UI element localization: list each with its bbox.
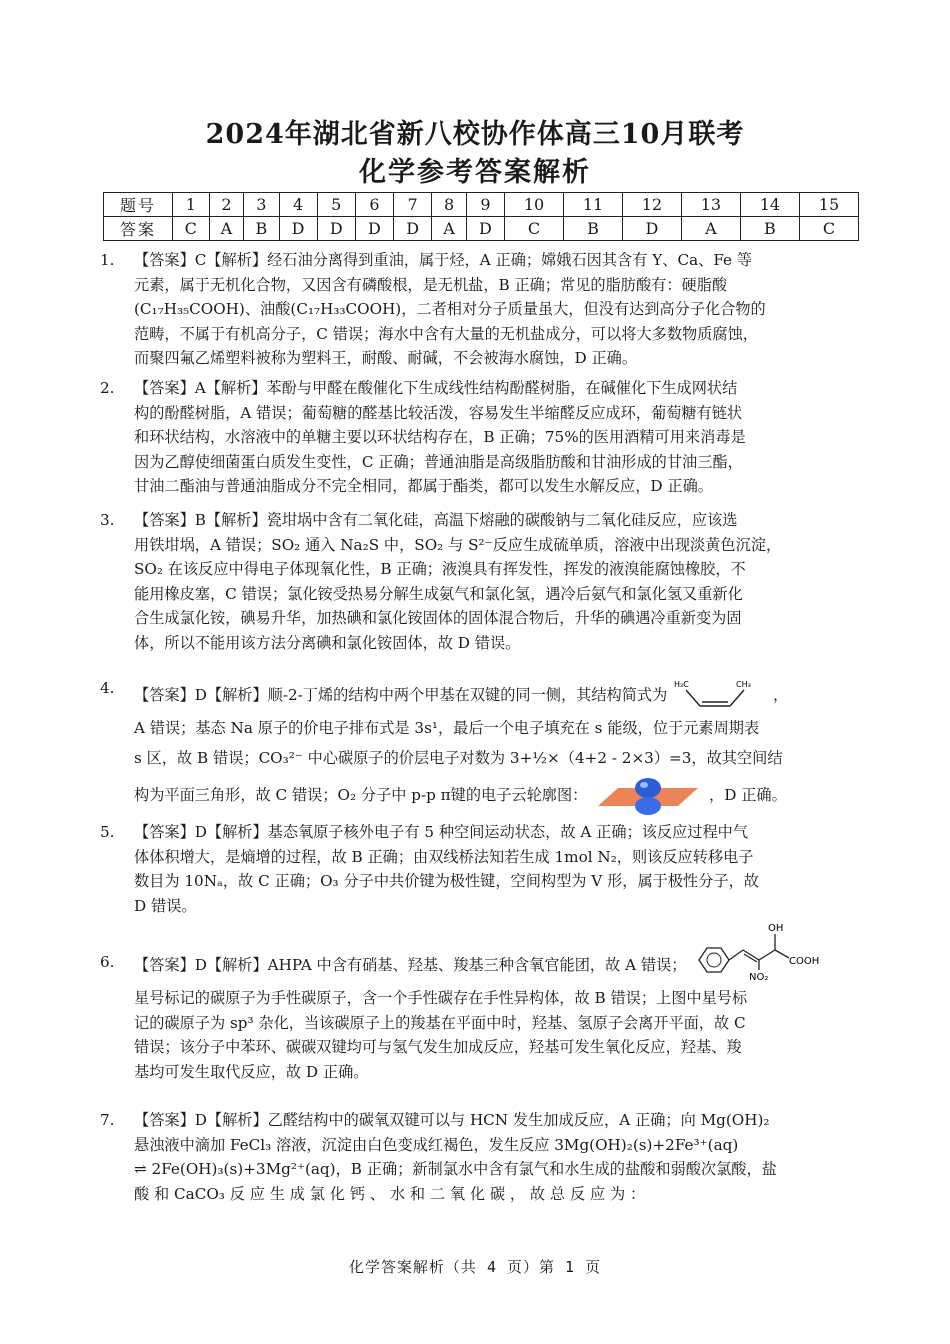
table-cell: D (355, 217, 393, 241)
text-line: 【答案】A【解析】苯酚与甲醛在酸催化下生成线性结构酚醛树脂，在碱催化下生成网状结 (134, 379, 738, 397)
text-line: 酸 和 CaCO₃ 反 应 生 成 氯 化 钙 、 水 和 二 氧 化 碳 ， 故 总 反 应 为 ： (134, 1184, 646, 1203)
table-cell: 15 (799, 193, 858, 217)
question-3 (100, 508, 860, 656)
table-cell: 9 (466, 193, 504, 217)
table-cell: C (173, 217, 210, 241)
text-line: A 错误；基态 Na 原子的价电子排布式是 3s¹，最后一个电子填充在 s 能级，位于元素周期表 (134, 719, 760, 737)
table-cell: 3 (244, 193, 279, 217)
text-line: 【答案】D【解析】顺-2-丁烯的结构中两个甲基在双键的同一侧，其结构简式为 (134, 686, 668, 704)
table-cell: 5 (317, 193, 355, 217)
text-line: 【答案】D【解析】基态氧原子核外电子有 5 种空间运动状态，故 A 正确；该反应过程中气 (134, 823, 749, 841)
question-7 (100, 1108, 860, 1206)
text-line: SO₂ 在该反应中得电子体现氧化性，B 正确；液溴具有挥发性，挥发的液溴能腐蚀橡胶，不 (134, 560, 746, 579)
text-line: 能用橡皮塞，C 错误；氯化铵受热易分解生成氨气和氯化氢，遇冷后氨气和氯化氢又重新化 (134, 584, 743, 603)
text-line: 【答案】D【解析】乙醛结构中的碳氧双键可以与 HCN 发生加成反应，A 正确；向 Mg(OH)₂ (134, 1111, 770, 1129)
table-cell: C (799, 217, 858, 241)
pi-bond-orbital-figure (592, 776, 704, 816)
question-4 (100, 676, 860, 816)
text-line: 星号标记的碳原子为手性碳原子，含一个手性碳存在手性异构体，故 B 错误；上图中星号标 (134, 989, 748, 1007)
question-number: 6. (100, 953, 115, 971)
text-line: 因为乙醇使细菌蛋白质发生变性，C 正确；普通油脂是高级脂肪酸和甘油形成的甘油三酯， (134, 452, 743, 471)
question-number: 5. (100, 823, 115, 841)
text-line: (C₁₇H₃₅COOH)、油酸(C₁₇H₃₃COOH)，二者相对分子质量虽大，但没有达到高分子化合物的 (134, 300, 766, 319)
table-cell: 13 (681, 193, 740, 217)
question-number: 3. (100, 511, 115, 529)
carboxyl-label: COOH (789, 956, 820, 967)
question-6 (100, 923, 860, 1084)
text-line: 错误；该分子中苯环、碳碳双键均可与氢气发生加成反应，羟基可发生氧化反应，羟基、羧 (134, 1038, 742, 1057)
table-cell: A (681, 217, 740, 241)
table-cell: D (622, 217, 681, 241)
text-line: 【答案】D【解析】AHPA 中含有硝基、羟基、羧基三种含氧官能团，故 A 错误； (134, 956, 687, 974)
table-cell: 2 (209, 193, 244, 217)
table-cell: 6 (355, 193, 393, 217)
answer-table-number-row (104, 193, 859, 217)
text-line: ，D 正确。 (709, 785, 787, 804)
text-line: 记的碳原子为 sp³ 杂化，当该碳原子上的羧基在平面中时，羟基、氢原子会离开平面，故 C (134, 1013, 746, 1032)
table-cell: 12 (622, 193, 681, 217)
nitro-label: NO₂ (749, 972, 769, 982)
question-number: 1. (100, 251, 115, 269)
question-number: 2. (100, 379, 115, 397)
text-line-with-structure (134, 923, 860, 982)
hydroxyl-label: OH (768, 923, 784, 934)
text-line: 体，所以不能用该方法分离碘和氯化铵固体，故 D 错误。 (134, 633, 521, 652)
text-line: D 错误。 (134, 896, 197, 915)
table-cell: 14 (740, 193, 799, 217)
text-line: 构为平面三角形，故 C 错误；O₂ 分子中 p-p π键的电子云轮廓图： (134, 785, 588, 804)
text-line: 用铁坩埚，A 错误；SO₂ 通入 Na₂S 中，SO₂ 与 S²⁻反应生成硫单质，溶液中出现淡黄色沉淀， (134, 535, 782, 554)
methyl-label: CH₃ (736, 680, 751, 689)
text-line: 体体积增大，是熵增的过程，故 B 正确；由双线桥法知若生成 1mol N₂，则该反应转移电子 (134, 847, 754, 866)
text-line: 数目为 10Nₐ，故 C 正确；O₃ 分子中共价键为极性键，空间构型为 V 形，属于极性分子，故 (134, 872, 759, 891)
answer-table-answer-row (104, 217, 859, 241)
table-cell: 11 (564, 193, 623, 217)
table-cell: B (740, 217, 799, 241)
table-cell: 8 (432, 193, 467, 217)
text-line: 甘油二酯油与普通油脂成分不完全相同，都属于酯类，都可以发生水解反应，D 正确。 (134, 477, 713, 496)
text-line: 【答案】B【解析】瓷坩埚中含有二氧化硅，高温下熔融的碳酸钠与二氧化硅反应，应该选 (134, 511, 738, 529)
table-cell: D (317, 217, 355, 241)
page-title: 2024年湖北省新八校协作体高三10月联考 (205, 119, 745, 150)
text-line: 和环状结构，水溶液中的单糖主要以环状结构存在，B 正确；75%的医用酒精可用来消毒是 (134, 428, 746, 447)
table-cell: 1 (173, 193, 210, 217)
table-cell: D (394, 217, 432, 241)
text-line-with-structure: 【答案】D【解析】顺-2-丁烯的结构中两个甲基在双键的同一侧，其结构简式为 H₃C CH₃ ， (134, 676, 860, 716)
row-label-number: 题号 (104, 193, 173, 217)
table-cell: C (505, 217, 564, 241)
text-line: 【答案】C【解析】经石油分离得到重油，属于烃，A 正确；嫦娥石因其含有 Y、Ca、Fe 等 (134, 251, 753, 269)
question-number: 7. (100, 1111, 115, 1129)
table-cell: 4 (279, 193, 317, 217)
ahpa-structure (691, 920, 831, 982)
text-line: 而聚四氟乙烯塑料被称为塑料王，耐酸、耐碱，不会被海水腐蚀，D 正确。 (134, 349, 638, 368)
text-line-with-orbital (134, 775, 860, 816)
question-2 (100, 376, 860, 499)
page-footer: 化学答案解析（共 4 页）第 1 页 (348, 1258, 602, 1276)
text-line: s 区，故 B 错误；CO₃²⁻ 中心碳原子的价层电子对数为 3+½×（4+2 - 2×3）=3，故其空间结 (134, 748, 783, 767)
page-subtitle: 化学参考答案解析 (359, 157, 591, 188)
text-line: 合生成氯化铵，碘易升华，加热碘和氯化铵固体的固体混合物后，升华的碘遇冷重新变为固 (134, 609, 742, 628)
table-cell: 7 (394, 193, 432, 217)
text-line: 基均可发生取代反应，故 D 正确。 (134, 1062, 369, 1081)
row-label-answer: 答案 (104, 217, 173, 241)
table-cell: B (564, 217, 623, 241)
question-1 (100, 248, 860, 371)
text-line: ⇌ 2Fe(OH)₃(s)+3Mg²⁺(aq)，B 正确；新制氯水中含有氯气和水生成的盐酸和弱酸次氯酸，盐 (134, 1160, 777, 1179)
question-5 (100, 820, 860, 918)
table-cell: D (466, 217, 504, 241)
table-cell: 10 (505, 193, 564, 217)
methyl-label: H₃C (674, 680, 689, 689)
table-cell: D (279, 217, 317, 241)
text-line: 悬浊液中滴加 FeCl₃ 溶液，沉淀由白色变成红褐色，发生反应 3Mg(OH)₂(s)+2Fe³⁺(aq) (134, 1135, 739, 1154)
cis-2-butene-structure (672, 676, 760, 716)
text-line: 构的酚醛树脂，A 错误；葡萄糖的醛基比较活泼，容易发生半缩醛反应成环，葡萄糖有链状 (134, 403, 743, 422)
table-cell: A (209, 217, 244, 241)
text-line: 元素，属于无机化合物，又因含有磷酸根，是无机盐，B 正确；常见的脂肪酸有：硬脂酸 (134, 275, 728, 294)
question-number: 4. (100, 679, 115, 697)
table-cell: B (244, 217, 279, 241)
text-line: 范畴，不属于有机高分子，C 错误；海水中含有大量的无机盐成分，可以将大多数物质腐蚀， (134, 324, 758, 343)
table-cell: A (432, 217, 467, 241)
answer-table (103, 192, 859, 241)
